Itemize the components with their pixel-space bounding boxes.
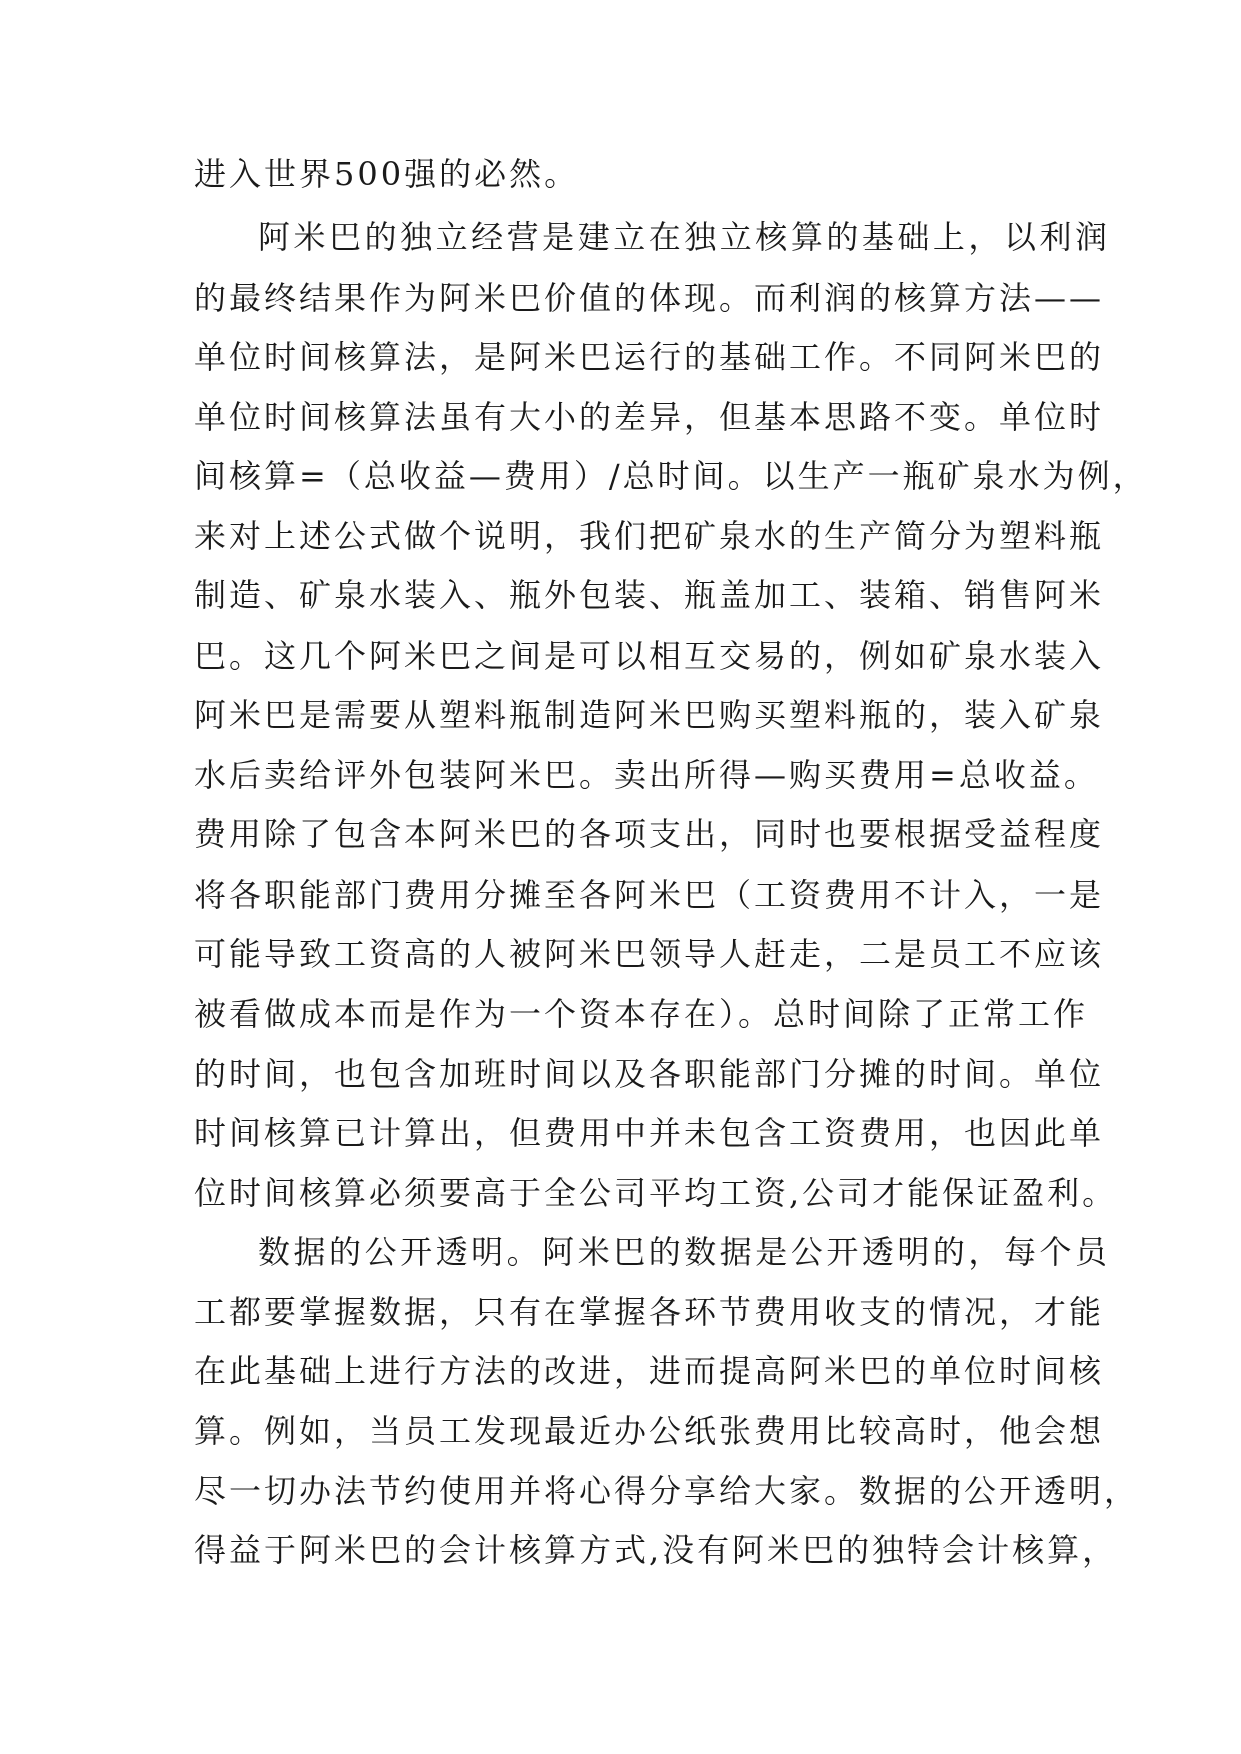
text-line: 费用除了包含本阿米巴的各项支出，同时也要根据受益程度 [194, 815, 1105, 853]
text-line: 时间核算已计算出，但费用中并未包含工资费用，也因此单 [194, 1114, 1105, 1152]
text-line: 的时间，也包含加班时间以及各职能部门分摊的时间。单位 [194, 1055, 1105, 1093]
text-line: 可能导致工资高的人被阿米巴领导人赶走，二是员工不应该 [194, 935, 1105, 973]
text-line: 在此基础上进行方法的改进，进而提高阿米巴的单位时间核 [194, 1352, 1105, 1390]
text-line: 水后卖给评外包装阿米巴。卖出所得—购买费用=总收益。 [194, 756, 1099, 794]
text-line: 单位时间核算法，是阿米巴运行的基础工作。不同阿米巴的 [194, 338, 1105, 376]
paragraph-first-line: 阿米巴的独立经营是建立在独立核算的基础上，以利润 [258, 218, 1110, 256]
text-line: 得益于阿米巴的会计核算方式,没有阿米巴的独特会计核算， [194, 1531, 1118, 1569]
text-line: 位时间核算必须要高于全公司平均工资,公司才能保证盈利。 [194, 1174, 1118, 1212]
text-line: 进入世界500强的必然。 [194, 155, 580, 193]
text-line: 将各职能部门费用分摊至各阿米巴（工资费用不计入，一是 [194, 876, 1105, 914]
text-line: 阿米巴是需要从塑料瓶制造阿米巴购买塑料瓶的，装入矿泉 [194, 696, 1105, 734]
text-line: 来对上述公式做个说明，我们把矿泉水的生产简分为塑料瓶 [194, 517, 1105, 555]
text-line: 单位时间核算法虽有大小的差异，但基本思路不变。单位时 [194, 398, 1105, 436]
text-line: 的最终结果作为阿米巴价值的体现。而利润的核算方法—— [194, 279, 1105, 317]
text-line: 被看做成本而是作为一个资本存在）。总时间除了正常工作 [194, 995, 1089, 1033]
paragraph-first-line: 数据的公开透明。阿米巴的数据是公开透明的，每个员 [258, 1233, 1110, 1271]
text-line: 工都要掌握数据，只有在掌握各环节费用收支的情况，才能 [194, 1293, 1105, 1331]
text-line: 间核算=（总收益—费用）/总时间。以生产一瓶矿泉水为例， [194, 457, 1148, 495]
text-line: 制造、矿泉水装入、瓶外包装、瓶盖加工、装箱、销售阿米 [194, 576, 1105, 614]
text-line: 尽一切办法节约使用并将心得分享给大家。数据的公开透明， [194, 1472, 1140, 1510]
text-line: 算。例如，当员工发现最近办公纸张费用比较高时，他会想 [194, 1412, 1105, 1450]
text-line: 巴。这几个阿米巴之间是可以相互交易的，例如矿泉水装入 [194, 637, 1105, 675]
